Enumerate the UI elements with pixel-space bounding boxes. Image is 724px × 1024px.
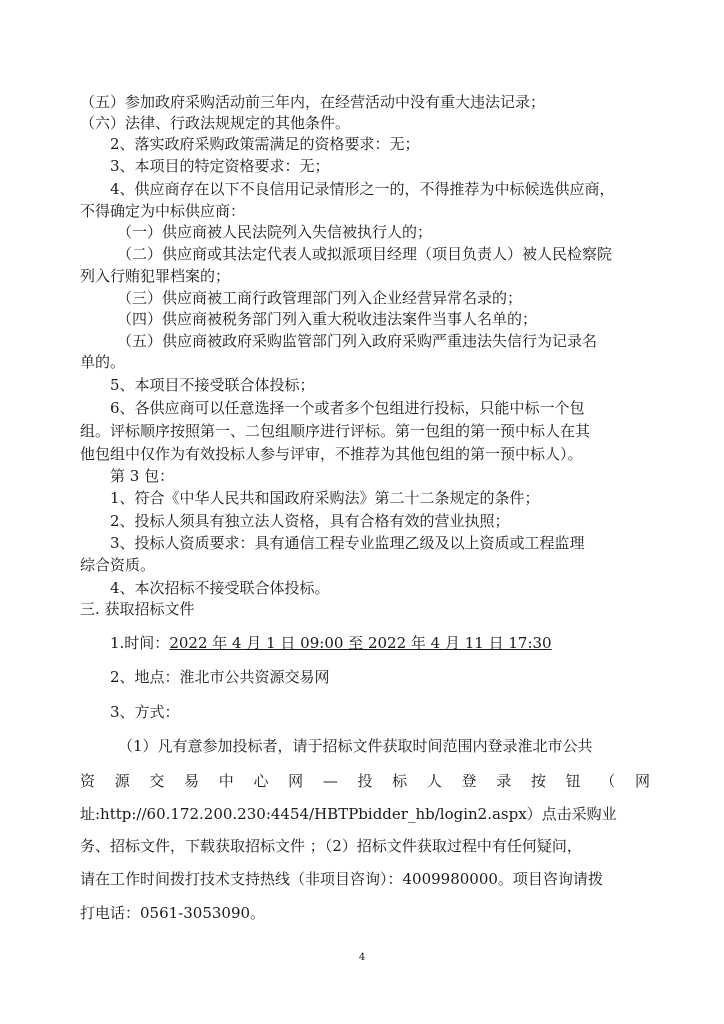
text-line: 综合资质。 (80, 556, 156, 574)
method-paragraph-line: 务、招标文件，下载获取招标文件 ；（2）招标文件获取过程中有任何疑问， (80, 837, 582, 855)
text-line: 2、落实政府采购政策需满足的资格要求：无； (110, 135, 420, 153)
text-line: 4、本次招标不接受联合体投标。 (110, 579, 330, 597)
text-line: （二）供应商或其法定代表人或拟派项目经理（项目负责人）被人民检察院 (117, 245, 613, 263)
text-glyph: 易 (184, 772, 200, 790)
spread-justified-line (80, 771, 650, 791)
method-paragraph-line: 址:http://60.172.200.230:4454/HBTPbidder_hb/login2.aspx）点击采购业 (80, 805, 617, 823)
text-glyph: 录 (496, 772, 512, 790)
text-glyph: — (322, 772, 338, 790)
text-glyph: 中 (218, 772, 234, 790)
text-line: （一）供应商被人民法院列入失信被执行人的； (117, 223, 433, 241)
text-glyph: 人 (426, 772, 442, 790)
text-line: 1、符合《中华人民共和国政府采购法》第二十二条规定的条件； (110, 489, 540, 507)
text-line: 第 3 包： (110, 467, 175, 485)
text-glyph: 心 (253, 772, 269, 790)
text-line: （五）供应商被政府采购监管部门列入政府采购严重违法失信行为记录名 (117, 332, 598, 350)
section-heading: 三. 获取招标文件 (80, 600, 195, 618)
text-line: （六）法律、行政法规规定的其他条件。 (80, 114, 351, 132)
method-paragraph-line: 请在工作时间拨打技术支持热线（非项目咨询）：4009980000。项目咨询请拨 (80, 870, 603, 888)
time-label: 1.时间： (110, 634, 170, 652)
text-glyph: 网 (288, 772, 304, 790)
method-paragraph-line: （1）凡有意参加投标者，请于招标文件获取时间范围内登录淮北市公共 (118, 737, 593, 755)
text-glyph: 标 (392, 772, 408, 790)
text-glyph: 按 (530, 772, 546, 790)
page-number: 4 (358, 952, 366, 963)
text-line: （三）供应商被工商行政管理部门列入企业经营异常名录的； (117, 289, 523, 307)
text-glyph: 登 (461, 772, 477, 790)
text-line: 组。评标顺序按照第一、二包组顺序进行评标。第一包组的第一预中标人在其 (80, 422, 591, 440)
text-line: （五）参加政府采购活动前三年内，在经营活动中没有重大违法记录； (80, 93, 546, 111)
text-line: 4、供应商存在以下不良信用记录情形之一的，不得推荐为中标候选供应商， (110, 180, 615, 198)
text-line: （四）供应商被税务部门列入重大税收违法案件当事人名单的； (117, 310, 538, 328)
text-line: 3、本项目的特定资格要求：无； (110, 157, 330, 175)
text-glyph: 投 (357, 772, 373, 790)
text-glyph: 交 (149, 772, 165, 790)
time-line (110, 633, 650, 653)
text-glyph: 资 (80, 772, 96, 790)
method-paragraph-line: 打电话：0561-3053090。 (80, 904, 266, 922)
text-glyph: 源 (114, 772, 130, 790)
text-line: 2、投标人须具有独立法人资格，具有合格有效的营业执照； (110, 512, 510, 530)
text-line: 3、投标人资质要求：具有通信工程专业监理乙级及以上资质或工程监理 (110, 534, 585, 552)
text-glyph: （ (600, 772, 616, 790)
time-value: 2022 年 4 月 1 日 09:00 至 2022 年 4 月 11 日 17:30 (169, 634, 552, 652)
text-glyph: 网 (634, 772, 650, 790)
text-line: 6、各供应商可以任意选择一个或者多个包组进行投标，只能中标一个包 (110, 399, 585, 417)
text-line: 列入行贿犯罪档案的； (80, 267, 231, 285)
text-line: 不得确定为中标供应商： (80, 202, 246, 220)
text-line: 单的。 (80, 353, 126, 371)
text-line: 5、本项目不接受联合体投标； (110, 376, 315, 394)
method-line: 3、方式： (110, 703, 180, 721)
place-line: 2、地点：淮北市公共资源交易网 (110, 668, 330, 686)
text-glyph: 钮 (565, 772, 581, 790)
text-line: 他包组中仅作为有效投标人参与评审，不推荐为其他包组的第一预中标人）。 (80, 445, 583, 463)
